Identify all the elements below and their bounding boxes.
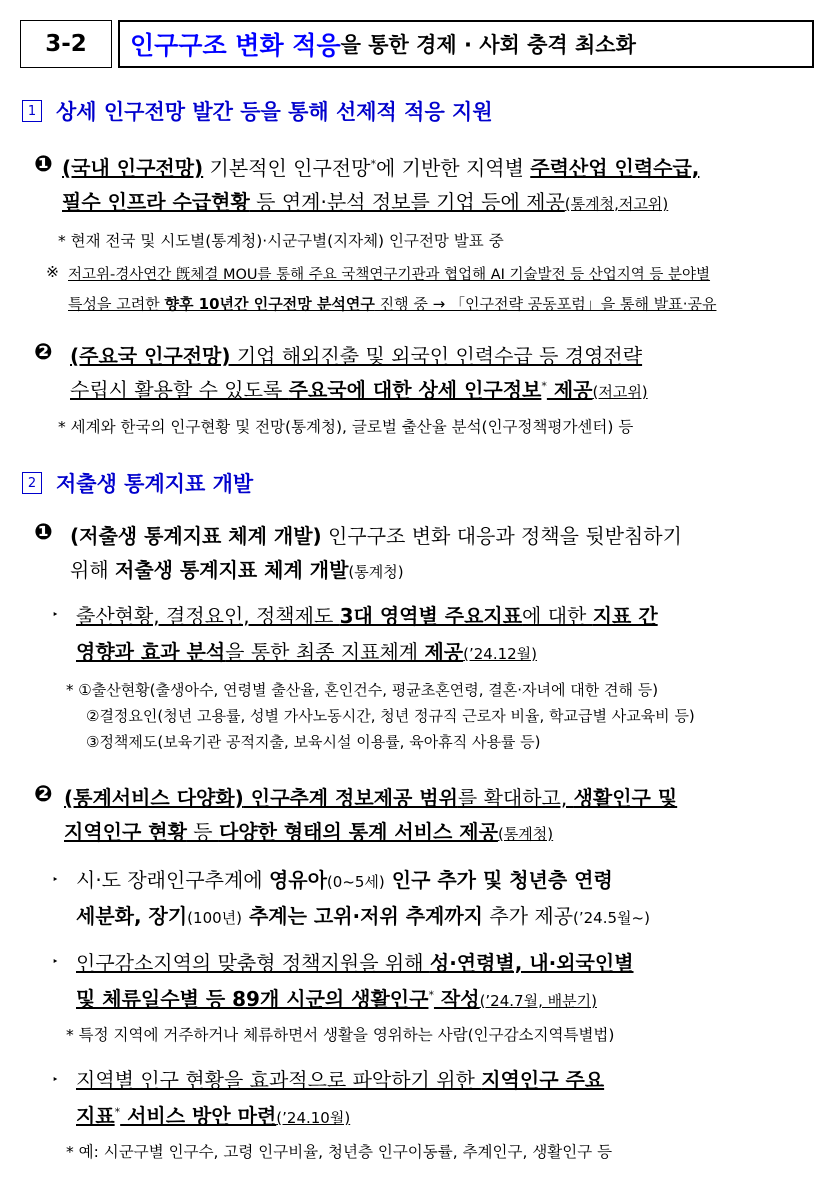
s2-sub3-emph3: 작성 [433, 987, 480, 1011]
s2-sub3-note: * 특정 지역에 거주하거나 체류하면서 생활을 영위하는 사람(인구감소지역특별법) [66, 1026, 615, 1044]
s2-sub4-line1 [76, 1064, 604, 1093]
s2-sub3-date: (’24.7월, 배분기) [479, 992, 597, 1010]
section-1-heading [22, 96, 493, 126]
s1-item2-text: 기업 해외진출 및 외국인 인력수급 등 경영전략 [230, 344, 643, 368]
s2-item2-text: 를 확대하고, [457, 786, 574, 810]
s1-item1-note1: * 현재 전국 및 시도별(통계청)·시군구별(지자체) 인구전망 발표 중 [58, 232, 504, 250]
s2-item2-emph4: 다양한 형태의 통계 서비스 제공 [218, 820, 498, 844]
s2-sub3-text: 인구감소지역의 맞춤형 정책지원을 위해 [76, 951, 430, 975]
s2-sub1-line1 [76, 600, 658, 629]
s2-sub2-line1 [76, 864, 613, 893]
s2-sub2-emph4: 추계는 고위·저위 추계까지 [242, 904, 484, 928]
item-bullet-3: ❶ [34, 520, 53, 545]
section-2-number: 2 [22, 472, 42, 494]
s1-item2-agency: (저고위) [592, 383, 648, 401]
s2-item2-line1 [64, 782, 677, 811]
s2-sub2-emph2: 인구 추가 및 청년층 연령 [384, 868, 613, 892]
s2-sub2-emph: 영유아 [268, 868, 327, 892]
s2-sub2-text: 시·도 장래인구추계에 [76, 868, 269, 892]
sub-bullet-3: ‣ [52, 955, 59, 968]
s2-sub1-emph3: 영향과 효과 분석 [76, 640, 226, 664]
s1-item2-emph: 주요국에 대한 상세 인구정보 [288, 378, 542, 402]
s2-sub3-star: * [428, 988, 434, 1002]
item-bullet-4: ❷ [34, 782, 53, 807]
s1-item1-emph: 주력산업 인력수급, [530, 156, 700, 180]
s1-note2-text: 특성을 고려한 [68, 295, 165, 313]
item-bullet-1: ❶ [34, 152, 53, 177]
s2-sub2-paren: (0~5세) [326, 873, 385, 891]
s1-item2-note: * 세계와 한국의 인구현황 및 전망(통계청), 글로벌 출산율 분석(인구정책평가센터) 등 [58, 418, 634, 436]
s2-sub4-emph2: 지표 [76, 1104, 115, 1128]
s2-sub2-date: (’24.5월~) [573, 909, 650, 927]
s2-item1-agency: (통계청) [348, 563, 404, 581]
s1-item1-note2-line2 [68, 293, 716, 314]
s1-note2-emph: 향후 10년간 인구전망 분석연구 [164, 295, 375, 313]
s2-sub1-emph: 3대 영역별 주요지표 [339, 604, 523, 628]
s2-item1-text: 인구구조 변화 대응과 정책을 뒷받침하기 [321, 524, 682, 548]
s2-sub4-line2 [76, 1100, 350, 1129]
s1-item1-agency: (통계청,저고위) [564, 195, 669, 213]
s1-item1-emph2: 필수 인프라 수급현황 [62, 190, 250, 214]
s2-item1-emph: 저출생 통계지표 체계 개발 [115, 558, 349, 582]
section-1-title: 상세 인구전망 발간 등을 통해 선제적 적응 지원 [56, 100, 493, 124]
s2-item1-line1 [70, 520, 682, 549]
s2-sub1-text2: 에 대한 [522, 604, 593, 628]
s1-item1-star: * [370, 157, 376, 171]
s2-item1-label: (저출생 통계지표 체계 개발) [70, 524, 322, 548]
s2-sub4-date: (’24.10월) [276, 1109, 351, 1127]
s2-sub1-emph2: 지표 간 [592, 604, 658, 628]
item-bullet-2: ❷ [34, 340, 53, 365]
s2-sub3-line1 [76, 947, 634, 976]
s2-sub2-text2: 추가 제공 [483, 904, 574, 928]
s1-item2-line2 [70, 374, 648, 403]
s1-item1-text: 기본적인 인구전망 [203, 156, 371, 180]
sub-bullet-2: ‣ [52, 873, 59, 886]
s2-item1-note3: ③정책제도(보육기관 공적지출, 보육시설 이용률, 육아휴직 사용률 등) [86, 733, 541, 751]
s2-sub2-emph3: 세분화, 장기 [76, 904, 188, 928]
s1-item2-emph2: 제공 [546, 378, 593, 402]
s2-sub1-line2 [76, 636, 537, 665]
s2-item1-note2: ②결정요인(청년 고용률, 성별 가사노동시간, 청년 정규직 근로자 비율, 학교급별 사교육비 등) [86, 707, 695, 725]
sub-bullet-4: ‣ [52, 1073, 59, 1086]
section-number-box [20, 20, 112, 68]
s1-item1-text3: 등 연계·분석 정보를 기업 등에 제공 [249, 190, 565, 214]
s1-item1-text2: 에 기반한 지역별 [375, 156, 531, 180]
s2-sub1-text3: 을 통한 최종 지표체계 [225, 640, 425, 664]
section-1-number: 1 [22, 100, 42, 122]
s2-sub4-star: * [114, 1105, 121, 1119]
title-rest: 을 통한 경제 · 사회 충격 최소화 [340, 33, 636, 57]
s1-note2-text2: 진행 중 → 「인구전략 공동포럼」을 통해 발표·공유 [374, 295, 717, 313]
title-highlight: 인구구조 변화 적응 [130, 31, 341, 60]
s1-item2-text2: 수립시 활용할 수 있도록 [70, 378, 289, 402]
s1-item1-note2-line1: 저고위-경사연간 旣체결 MOU를 통해 주요 국책연구기관과 협업해 AI 기술발전 등 산업지역 등 분야별 [68, 267, 711, 283]
s2-item1-line2 [70, 554, 404, 583]
s2-sub4-emph3: 서비스 방안 마련 [120, 1104, 277, 1128]
section-2-heading [22, 468, 253, 498]
s2-item1-text2: 위해 [70, 558, 115, 582]
s2-item2-line2 [64, 816, 553, 845]
s2-sub4-text: 지역별 인구 현황을 효과적으로 파악하기 위한 [76, 1068, 482, 1092]
s1-item1-line2 [62, 186, 668, 215]
s1-item1-line1 [62, 152, 699, 181]
s2-sub3-line2 [76, 983, 597, 1012]
s2-item2-emph3: 지역인구 현황 [64, 820, 187, 844]
s2-item2-emph: 인구추계 정보제공 범위 [243, 786, 458, 810]
s2-sub2-paren2: (100년) [187, 909, 242, 927]
sub-bullet-1: ‣ [52, 608, 59, 621]
s1-item2-line1 [70, 340, 642, 369]
s2-sub4-emph: 지역인구 주요 [481, 1068, 605, 1092]
s2-sub1-text: 출산현황, 결정요인, 정책제도 [76, 604, 340, 628]
s2-sub4-note: * 예: 시군구별 인구수, 고령 인구비율, 청년층 인구이동률, 추계인구, 생활인구 등 [66, 1143, 613, 1161]
s2-item2-label: (통계서비스 다양화) [64, 786, 244, 810]
s2-item2-emph2: 생활인구 및 [573, 786, 678, 810]
section-number: 3-2 [45, 31, 87, 57]
s2-sub2-line2 [76, 900, 650, 929]
s2-item2-agency: (통계청) [497, 825, 554, 843]
s1-item1-label: (국내 인구전망) [62, 156, 204, 180]
s1-item2-label: (주요국 인구전망) [70, 344, 231, 368]
s2-item1-note1: * ①출산현황(출생아수, 연령별 출산율, 혼인건수, 평균초혼연령, 결혼·자녀에 대한 견해 등) [66, 681, 659, 699]
section-title-box [118, 20, 814, 68]
section-2-title: 저출생 통계지표 개발 [56, 472, 254, 496]
s1-item2-star: * [541, 379, 547, 393]
s2-item2-text2: 등 [186, 820, 219, 844]
s1-item1-note2-mark: ※ [46, 263, 59, 281]
s2-sub1-emph4: 제공 [424, 640, 464, 664]
s2-sub1-date: (’24.12월) [463, 645, 538, 663]
s2-sub3-emph: 성·연령별, 내·외국인별 [429, 951, 634, 975]
s2-sub3-emph2: 및 체류일수별 등 89개 시군의 생활인구 [76, 987, 429, 1011]
